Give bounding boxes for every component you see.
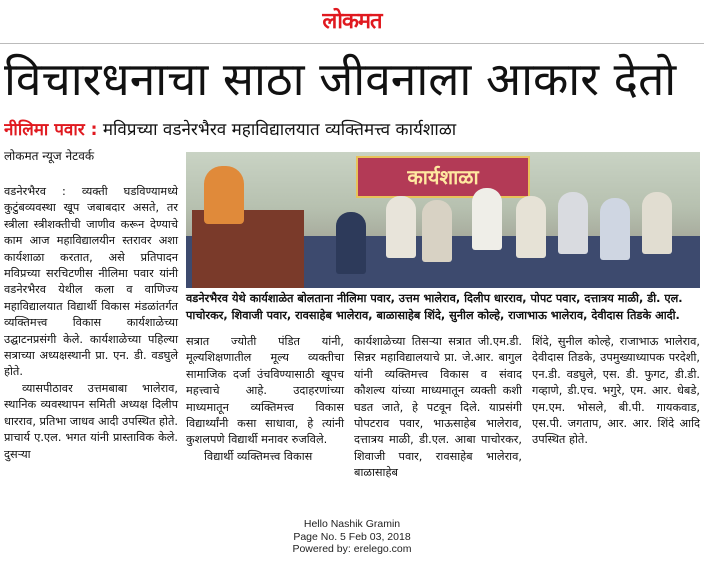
person-figure: [600, 198, 630, 260]
masthead-divider: [0, 43, 704, 44]
footer-page-info: Page No. 5 Feb 03, 2018: [293, 530, 411, 543]
subheadline-name: नीलिमा पवार :: [4, 120, 98, 140]
person-figure: [558, 192, 588, 254]
subheadline: [4, 118, 700, 142]
paragraph: शिंदे, सुनील कोल्हे, राजाभाऊ भालेराव, देवीदास तिडके, उपमुख्याध्यापक परदेशी, एन.डी. वडघुले, एस. डी. फुगट, डी.डी. गव्हाणे, डी.एच. भगुरे, एम. आर. धेबडे, एम.एम. भोसले, बी.पी. गायकवाड, एस.पी. जगताप, आर. आर. शिंदे आदि उपस्थित होते.: [532, 335, 700, 447]
footer-powered-by: Powered by: erelego.com: [292, 543, 412, 555]
article-column-4: [532, 334, 700, 494]
paragraph: विद्यार्थी व्यक्तिमत्त्व विकास: [204, 449, 313, 463]
paragraph: सत्रात ज्योती पंडित यांनी, मूल्यशिक्षणातील मूल्य व्यक्तीचा सामाजिक दर्जा उंचविण्यासाठी खूपच महत्त्वाचे आहे. उदाहरणांच्या माध्यमातून व्यक्तिमत्त्व विकास विद्यार्थ्यांनी कसा साधावा, हे त्यांनी कुशलपणे विद्यार्थी मनावर रुजविले.: [186, 335, 344, 447]
page-footer: [0, 518, 704, 556]
masthead: [0, 0, 704, 40]
person-figure: [386, 196, 416, 258]
event-photo: [186, 152, 700, 288]
paragraph: व्यासपीठावर उत्तमबाबा भालेराव, स्थानिक व्यवस्थापन समिती अध्यक्ष दिलीप धारराव, प्रतिभा जाधव आदी उपस्थित होते. प्राचार्य ए.एल. भगत यांनी प्रास्ताविक केले. दुसऱ्या: [4, 381, 178, 461]
person-figure: [422, 200, 452, 262]
article-column-2: [186, 334, 344, 494]
person-figure: [472, 188, 502, 250]
article-column-3: [354, 334, 522, 494]
person-figure: [516, 196, 546, 258]
paragraph: कार्यशाळेच्या तिसऱ्या सत्रात जी.एम.डी. सिन्नर महाविद्यालयाचे प्रा. जे.आर. बागुल यांनी व्यक्तिमत्त्व विकास व संवाद कौशल्य यांच्या माध्यमातून व्यक्ती कशी घडत जाते, हे पटवून दिले. याप्रसंगी पोपटराव पवार, भाऊसाहेब भालेराव, दत्तात्रय माळी, डी.एल. आबा पाचोरकर, शिवाजी पवार, रावसाहेब भालेराव, बाळासाहेब: [354, 335, 522, 480]
byline: लोकमत न्यूज नेटवर्क: [4, 149, 95, 163]
subheadline-text: मविप्रच्या वडनेरभैरव महाविद्यालयात व्यक्तिमत्त्व कार्यशाळा: [97, 120, 457, 140]
paragraph: वडनेरभैरव : व्यक्ती घडविण्यामध्ये कुटुंबव्यवस्था खूप जबाबदार असते, तर स्त्रीला स्त्रीशक्तीची जाणीव करून देण्याचे काम आज महाविद्यालयीन स्तरावर अशा कार्यशाळा करतात, असे प्रतिपादन मविप्रच्या सरचिटणीस नीलिमा पवार यांनी वडनेरभैरव येथील कला व वाणिज्य महाविद्यालयात विद्यार्थी विकास मंडळांतर्गत व्यक्तिमत्त्व विकास कार्यशाळेच्या उद्घाटनप्रसंगी केले. कार्यशाळेच्या पहिल्या सत्राच्या अध्यक्षस्थानी प्रा. एन. डी. वडघुले होते.: [4, 185, 178, 379]
photo-caption: वडनेरभैरव येथे कार्यशाळेत बोलताना नीलिमा पवार, उत्तम भालेराव, दिलीप धारराव, पोपट पवार, दत्तात्रय माळी, डी. एल. पाचोरकर, शिवाजी पवार, रावसाहेब भालेराव, बाळासाहेब शिंदे, सुनील कोल्हे, राजाभाऊ भालेराव, देवीदास तिडके आदी.: [186, 292, 683, 322]
person-figure: [642, 192, 672, 254]
footer-edition: Hello Nashik Gramin: [303, 518, 401, 530]
lokmat-logo: लोकमत: [322, 8, 382, 34]
speaker-figure: [204, 166, 244, 224]
banner-text: कार्यशाळा: [407, 165, 479, 189]
headline: विचारधनाचा साठा जीवनाला आकार देतो: [4, 52, 677, 106]
workshop-banner: [356, 156, 530, 198]
article-column-1: [4, 184, 178, 492]
person-figure: [336, 212, 366, 274]
